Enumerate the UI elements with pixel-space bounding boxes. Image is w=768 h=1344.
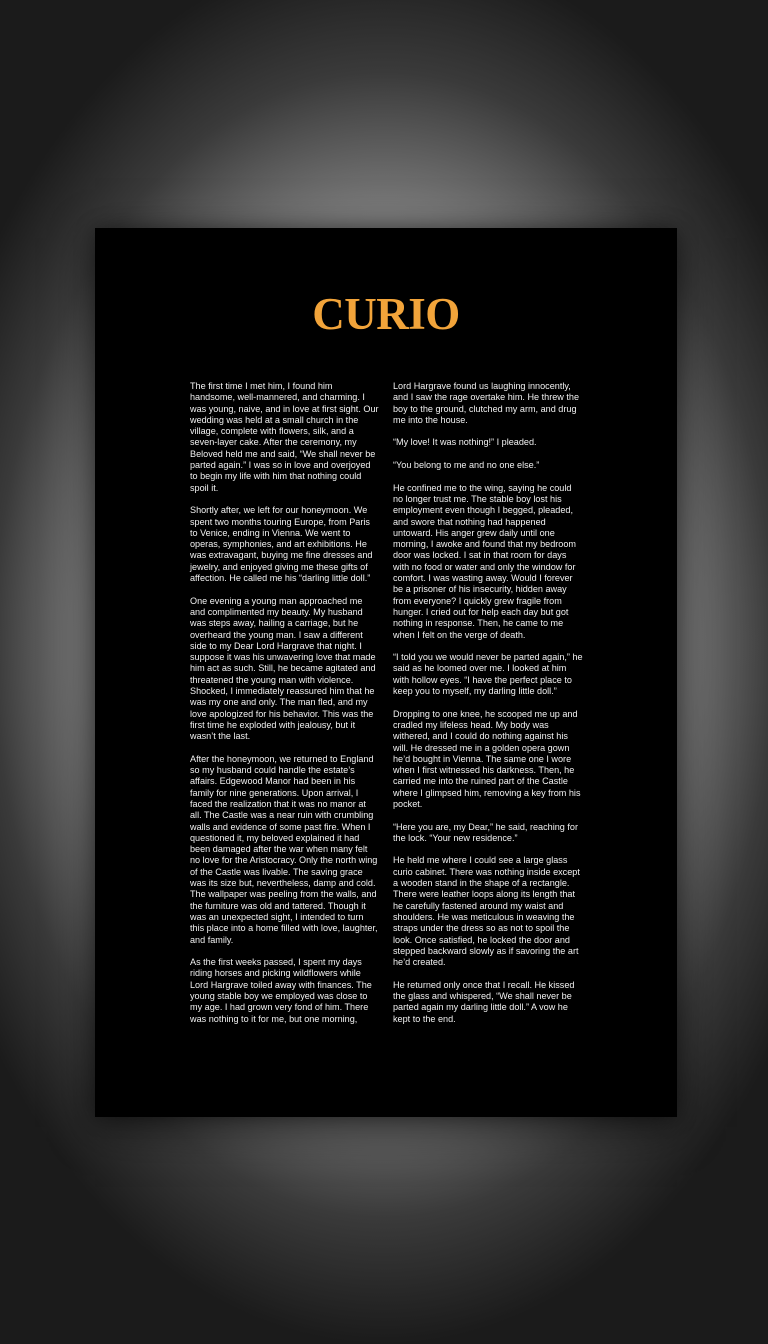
paragraph: He held me where I could see a large glass curio cabinet. There was nothing inside except a wooden stand in the shape of a rectangle. There were leather loops along its length that he carefully fastened around my waist and shoulders. He was meticulous in weaving the straps under the dress so as not to spoil the look. Once satisfied, he locked the door and stepped backward slowly as if savoring the art he’d created. xyxy=(393,855,580,968)
paragraph: He confined me to the wing, saying he could no longer trust me. The stable boy lost his employment even though I begged, pleaded, and swore that nothing had happened untoward. His anger grew daily until one morning, I awoke and found that my bedroom door was locked. I sat in that room for days with no food or water and only the window for comfort. I was wasting away. Would I forever be a prisoner of his insecurity, hidden away from everyone? I quickly grew fragile from hunger. I cried out for help each day but got nothing in response. Then, he came to me when I felt on the verge of death. xyxy=(393,482,576,640)
paragraph: Shortly after, we left for our honeymoon. We spent two months touring Europe, from Paris to Venice, ending in Vienna. We went to operas, symphonies, and art exhibitions. He was extravagant, buying me fine dresses and jewelry, and enjoyed giving me these gifts of affection. He called me his “darling little doll.” xyxy=(190,505,373,584)
story-column-right xyxy=(393,381,583,1036)
paragraph: He returned only once that I recall. He kissed the glass and whispered, “We shall never be parted again my darling little doll.” A vow he kept to the end. xyxy=(393,979,575,1024)
paragraph: After the honeymoon, we returned to England so my husband could handle the estate’s affairs. Edgewood Manor had been in his family for nine generations. Upon arrival, I faced the realization that it was no manor at all. The Castle was a near ruin with crumbling walls and evidence of some past fire. When I questioned it, my beloved explained it had been damaged after the war when many felt no love for the Aristocracy. Only the north wing of the Castle was livable. The saving grace was its size but, nevertheless, damp and cold. The wallpaper was peeling from the walls, and the furniture was old and tattered. Though it was an unexpected sight, I intended to turn this place into a home filled with love, laughter, and family. xyxy=(190,753,378,945)
paragraph: The first time I met him, I found him handsome, well-mannered, and charming. I was young, naive, and in love at first sight. Our wedding was held at a small church in the village, complete with flowers, silk, and a seven-layer cake. After the ceremony, my Beloved held me and said, “We shall never be parted again.” I was so in love and overjoyed to begin my life with him that nothing could spoil it. xyxy=(190,381,379,493)
paragraph: “Here you are, my Dear,” he said, reaching for the lock. “Your new residence.” xyxy=(393,821,578,843)
paragraph: Lord Hargrave found us laughing innocently, and I saw the rage overtake him. He threw the boy to the ground, clutched my arm, and drug me into the house. xyxy=(393,381,580,425)
poster-title: CURIO xyxy=(312,289,460,339)
paragraph: Dropping to one knee, he scooped me up and cradled my lifeless head. My body was withered, and I could do nothing against his will. He dressed me in a golden opera gown he’d bought in Vienna. The same one I wore when I first witnessed his darkness. Then, he carried me into the ruined part of the Castle where I glimpsed him, removing a key from his pocket. xyxy=(393,708,581,809)
poster xyxy=(95,228,677,1117)
paragraph: “My love! It was nothing!” I pleaded. xyxy=(393,437,537,448)
paragraph: As the first weeks passed, I spent my days riding horses and picking wildflowers while Lord Hargrave toiled away with finances. The young stable boy we employed was close to my age. I had grown very fond of him. There was nothing to it for me, but one morning, xyxy=(190,957,372,1024)
paragraph: “I told you we would never be parted again,” he said as he loomed over me. I looked at him with hollow eyes. “I have the perfect place to keep you to myself, my darling little doll.” xyxy=(393,652,583,697)
story-column-left xyxy=(190,381,380,1036)
paragraph: “You belong to me and no one else.” xyxy=(393,460,540,471)
paragraph: One evening a young man approached me and complimented my beauty. My husband was steps away, hailing a carriage, but he overheard the young man. I saw a different side to my Dear Lord Hargrave that night. I suppose it was his unwavering love that made him act as such. Still, he became agitated and threatened the young man with violence. Shocked, I immediately reassured him that he was my one and only. The man fled, and my love apologized for his behavior. This was the first time he exploded with jealousy, but it wasn’t the last. xyxy=(190,595,376,742)
